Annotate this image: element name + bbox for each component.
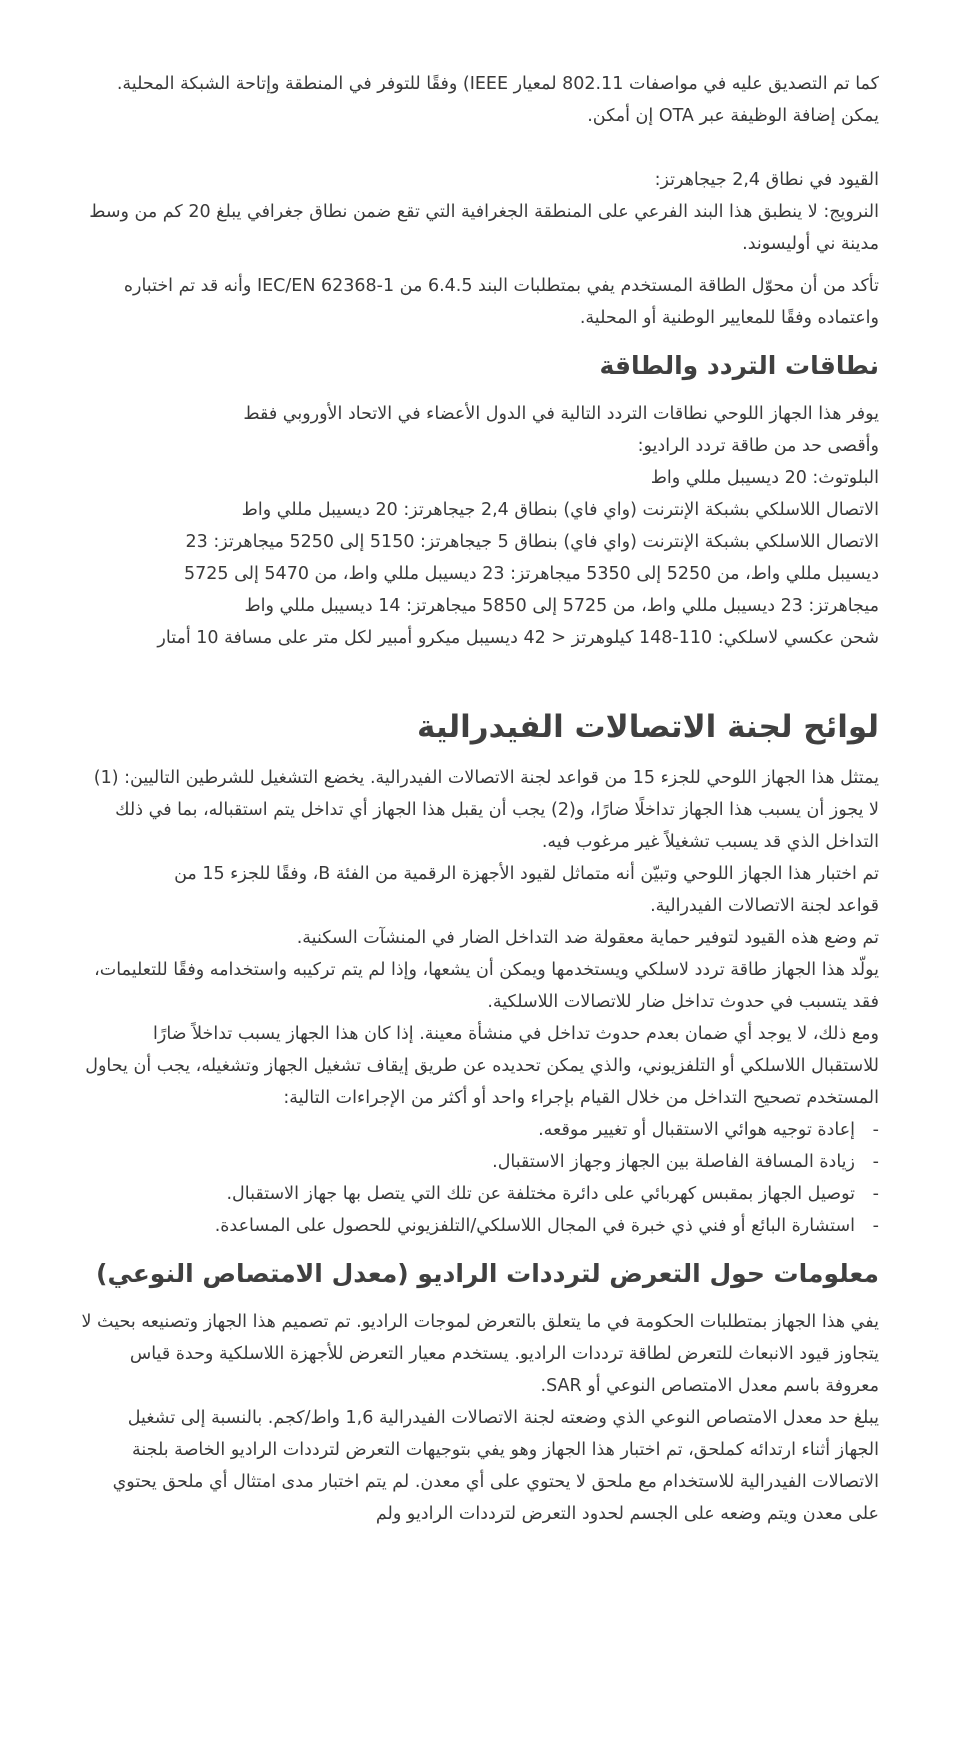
intro-ota-line: يمكن إضافة الوظيفة عبر OTA إن أمكن.	[587, 106, 879, 126]
spacer	[80, 1242, 879, 1252]
spacer	[80, 132, 879, 164]
bands-list	[80, 398, 879, 622]
sar-heading: معلومات حول التعرض لترددات الراديو (معدل الامتصاص النوعي)	[96, 1259, 879, 1288]
list-item-text: استشارة البائع أو فني ذي خبرة في المجال اللاسلكي/التلفزيوني للحصول على المساعدة.	[214, 1216, 855, 1236]
spacer	[80, 752, 879, 762]
bands-line: شحن عكسي لاسلكي: 110-148 كيلوهرتز < 42 ديسيبل ميكرو أمبير لكل متر على مسافة 10 أمتار	[157, 628, 879, 648]
restrictions-norway: النرويج: لا ينطبق هذا البند الفرعي على المنطقة الجغرافية التي تقع ضمن نطاق جغرافي يبلغ 20 كم من وسط مدينة ني أوليسوند.	[89, 202, 879, 254]
fcc-paragraph: تم اختبار هذا الجهاز اللوحي وتبيّن أنه متماثل لقيود الأجهزة الرقمية من الفئة B، وفقًا للجزء 15 من قواعد لجنة الاتصالات الفيدرالية.	[174, 864, 879, 916]
restrictions-title: القيود في نطاق 2,4 جيجاهرتز:	[654, 170, 879, 190]
spacer	[80, 388, 879, 398]
list-item	[80, 1114, 879, 1146]
sar-paragraph: يفي هذا الجهاز بمتطلبات الحكومة في ما يتعلق بالتعرض لموجات الراديو. تم تصميم هذا الجهاز وتصنيعه بحيث لا يتجاوز قيود الانبعاث للتعرض لطاقة ترددات الراديو. يستخدم معيار التعرض للأجهزة اللاسلكية وحدة قياس معروفة باسم معدل الامتصاص النوعي أو SAR.	[81, 1312, 879, 1396]
bands-line: الاتصال اللاسلكي بشبكة الإنترنت (واي فاي) بنطاق 2,4 جيجاهرتز: 20 ديسيبل مللي واط	[241, 500, 879, 520]
bands-line: البلوتوث: 20 ديسيبل مللي واط	[650, 468, 879, 488]
document-content	[80, 68, 879, 1530]
list-item	[80, 1178, 879, 1210]
intro-paragraph: كما تم التصديق عليه في مواصفات 802.11 لمعيار IEEE) وفقًا للتوفر في المنطقة وإتاحة الشبكة المحلية.	[116, 74, 879, 94]
bands-line: وأقصى حد من طاقة تردد الراديو:	[637, 436, 879, 456]
sar-paragraph: يبلغ حد معدل الامتصاص النوعي الذي وضعته لجنة الاتصالات الفيدرالية 1,6 واط/كجم. بالنسبة إلى تشغيل الجهاز أثناء ارتدائه كملحق، تم اختبار هذا الجهاز وهو يفي بتوجيهات التعرض لترددات الراديو الخاصة بلجنة الاتصالات الفيدرالية للاستخدام مع ملحق لا يحتوي على أي معدن. لم يتم اختبار مدى امتثال أي ملحق يحتوي على معدن ويتم وضعه على الجسم لحدود التعرض لترددات الراديو ولم	[112, 1408, 879, 1524]
spacer	[80, 334, 879, 344]
fcc-paragraph: ومع ذلك، لا يوجد أي ضمان بعدم حدوث تداخل في منشأة معينة. إذا كان هذا الجهاز يسبب تداخلاً ضارًا للاستقبال اللاسلكي أو التلفزيوني، والذي يمكن تحديده عن طريق إيقاف تشغيل الجهاز وتشغيله، يجب أن يحاول المستخدم تصحيح التداخل من خلال القيام بإجراء واحد أو أكثر من الإجراءات التالية:	[85, 1024, 879, 1108]
bands-heading: نطاقات التردد والطاقة	[599, 351, 879, 380]
list-item	[80, 1210, 879, 1242]
list-item-text: زيادة المسافة الفاصلة بين الجهاز وجهاز الاستقبال.	[492, 1152, 855, 1172]
list-item	[80, 1146, 879, 1178]
dash-marker: -	[872, 1120, 879, 1140]
dash-marker: -	[872, 1184, 879, 1204]
spacer	[80, 260, 879, 270]
spacer	[80, 654, 879, 702]
dash-marker: -	[872, 1152, 879, 1172]
bands-line: الاتصال اللاسلكي بشبكة الإنترنت (واي فاي) بنطاق 5 جيجاهرتز: 5150 إلى 5250 ميجاهرتز: 23 ديسيبل مللي واط، من 5250 إلى 5350 ميجاهرتز: 23 ديسيبل مللي واط، من 5470 إلى 5725 ميجاهرتز: 23 ديسيبل مللي واط، من 5725 إلى 5850 ميجاهرتز: 14 ديسيبل مللي واط	[183, 532, 879, 616]
list-item-text: إعادة توجيه هوائي الاستقبال أو تغيير موقعه.	[538, 1120, 855, 1140]
bands-line: يوفر هذا الجهاز اللوحي نطاقات التردد التالية في الدول الأعضاء في الاتحاد الأوروبي فقط	[243, 404, 879, 424]
fcc-paragraph: يمتثل هذا الجهاز اللوحي للجزء 15 من قواعد لجنة الاتصالات الفيدرالية. يخضع التشغيل للشرطين التاليين: (1) لا يجوز أن يسبب هذا الجهاز تداخلًا ضارًا، و(2) يجب أن يقبل هذا الجهاز أي تداخل يتم استقباله، بما في ذلك التداخل الذي قد يسبب تشغيلاً غير مرغوب فيه.	[93, 768, 879, 852]
spacer	[80, 1296, 879, 1306]
adapter-paragraph: تأكد من أن محوّل الطاقة المستخدم يفي بمتطلبات البند 6.4.5 من IEC/EN 62368-1 وأنه قد تم اختباره واعتماده وفقًا للمعايير الوطنية أو المحلية.	[123, 276, 879, 328]
fcc-heading: لوائح لجنة الاتصالات الفيدرالية	[417, 709, 879, 745]
fcc-paragraph: تم وضع هذه القيود لتوفير حماية معقولة ضد التداخل الضار في المنشآت السكنية.	[296, 928, 879, 948]
fcc-paragraph: يولّد هذا الجهاز طاقة تردد لاسلكي ويستخدمها ويمكن أن يشعها، وإذا لم يتم تركيبه واستخدامه وفقًا للتعليمات، فقد يتسبب في حدوث تداخل ضار للاتصالات اللاسلكية.	[94, 960, 879, 1012]
list-item-text: توصيل الجهاز بمقبس كهربائي على دائرة مختلفة عن تلك التي يتصل بها جهاز الاستقبال.	[226, 1184, 855, 1204]
fcc-measures-list	[80, 1114, 879, 1242]
dash-marker: -	[872, 1216, 879, 1236]
